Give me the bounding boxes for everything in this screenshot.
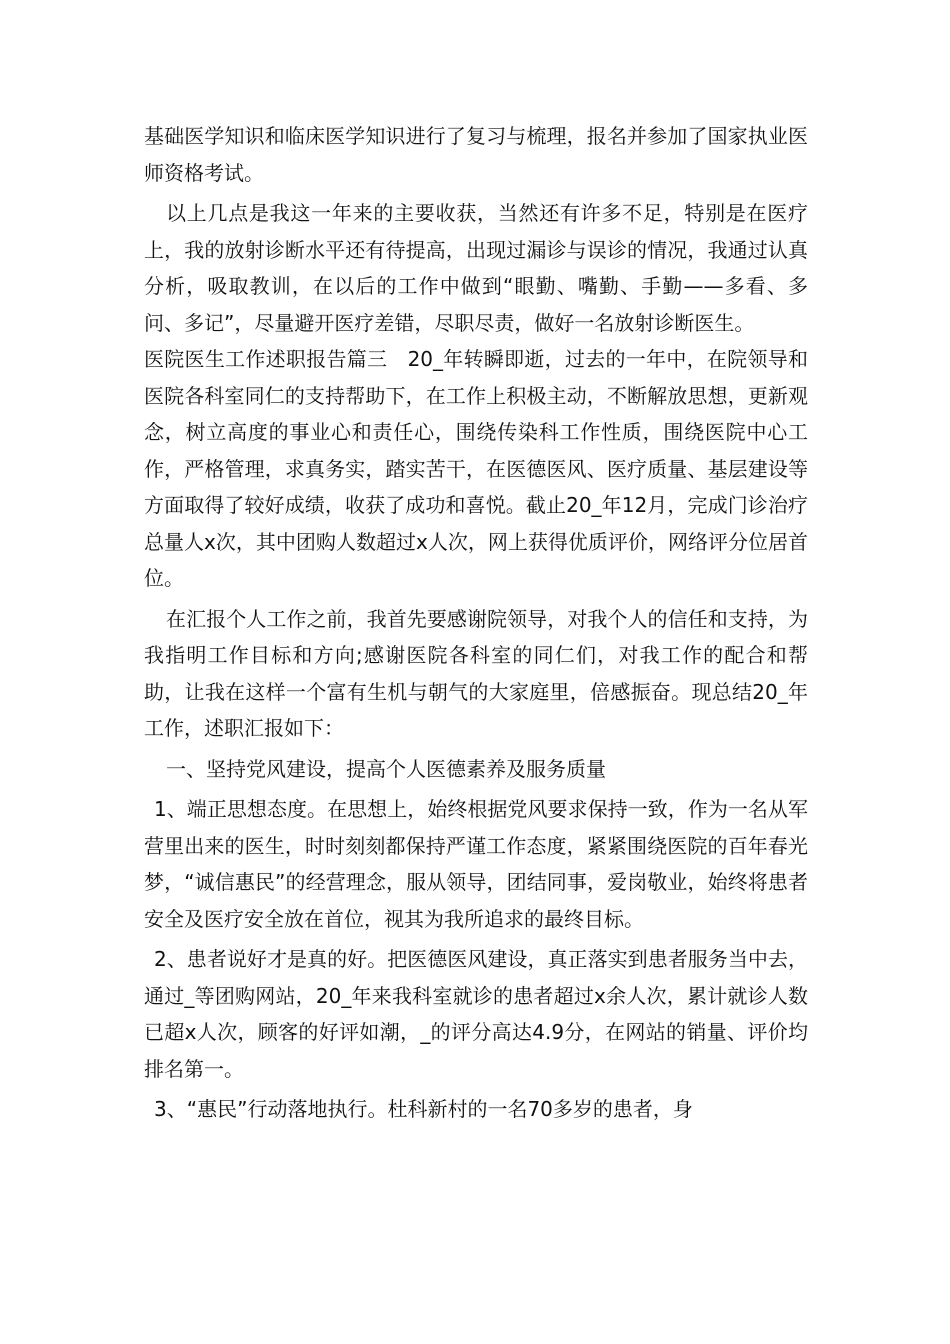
paragraph-report-intro: 医院医生工作述职报告篇三 20_年转瞬即逝，过去的一年中，在院领导和医院各科室同仁的支持帮助下，在工作上积极主动，不断解放思想，更新观念，树立高度的事业心和责任心，围绕传染科工作性质，围绕医院中心工作，严格管理，求真务实，踏实苦干，在医德医风、医疗质量、基层建设等方面取得了较好成绩，收获了成功和喜悦。截止20_年12月，完成门诊治疗总量人x次，其中团购人数超过x人次，网上获得优质评价，网络评分位居首位。 xyxy=(144,347,808,590)
paragraph-thanks: 在汇报个人工作之前，我首先要感谢院领导，对我个人的信任和支持，为我指明工作目标和方向;感谢医院各科室的同仁们，对我工作的配合和帮助，让我在这样一个富有生机与朝气的大家庭里，倍感振奋。现总结20_年工作，述职汇报如下： xyxy=(144,606,808,740)
paragraph-continuation: 基础医学知识和临床医学知识进行了复习与梳理，报名并参加了国家执业医师资格考试。 xyxy=(144,124,808,185)
list-item-2: 2、患者说好才是真的好。把医德医风建设，真正落实到患者服务当中去，通过_等团购网站，20_年来我科室就诊的患者超过x余人次，累计就诊人数已超x人次，顾客的好评如潮，_的评分高达4.9分，在网站的销量、评价均排名第一。 xyxy=(144,947,808,1081)
list-item-3: 3、“惠民”行动落地执行。杜科新村的一名70多岁的患者，身 xyxy=(154,1097,693,1121)
list-item-1: 1、端正思想态度。在思想上，始终根据党风要求保持一致，作为一名从军营里出来的医生，时时刻刻都保持严谨工作态度，紧紧围绕医院的百年春光梦，“诚信惠民”的经营理念，服从领导，团结同事，爱岗敬业，始终将患者安全及医疗安全放在首位，视其为我所追求的最终目标。 xyxy=(144,797,808,931)
section-heading: 一、坚持党风建设，提高个人医德素养及服务质量 xyxy=(166,756,606,781)
paragraph-summary: 以上几点是我这一年来的主要收获，当然还有许多不足，特别是在医疗上，我的放射诊断水平还有待提高，出现过漏诊与误诊的情况，我通过认真分析，吸取教训，在以后的工作中做到“眼勤、嘴勤、手勤——多看、多问、多记”，尽量避开医疗差错，尽职尽责，做好一名放射诊断医生。 xyxy=(144,201,808,335)
document-page xyxy=(144,118,808,1128)
